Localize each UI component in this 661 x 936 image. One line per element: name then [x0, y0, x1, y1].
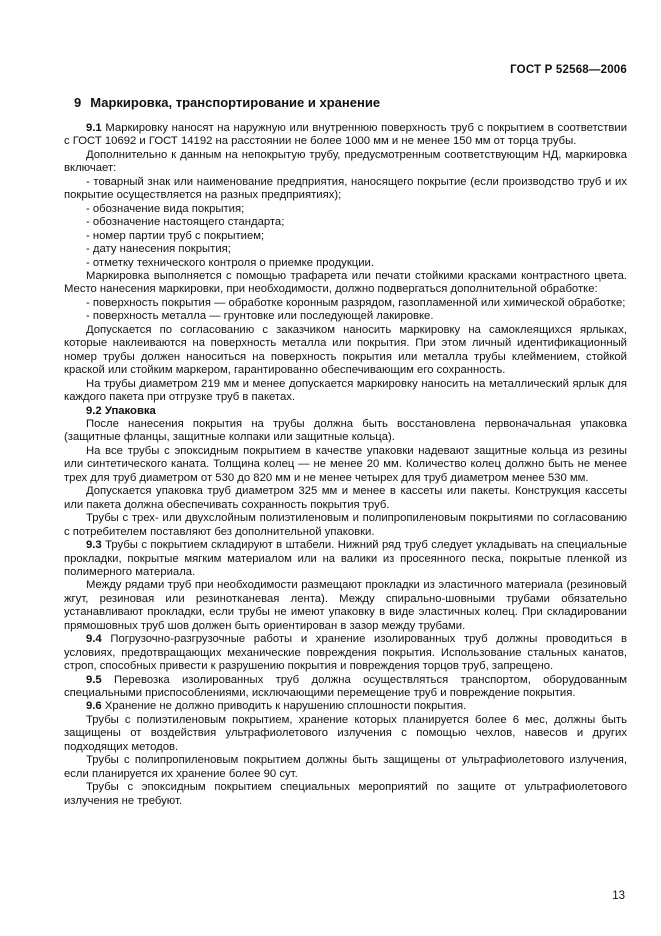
paragraph	[64, 203, 627, 216]
paragraph	[64, 324, 627, 378]
paragraph-text: Допускается упаковка труб диаметром 325 мм и менее в кассеты или пакеты. Конструкция кассеты или пакета должна обеспечивать сохранность покрытия труб.	[64, 485, 627, 511]
document-body	[64, 122, 627, 808]
paragraph	[64, 243, 627, 256]
paragraph	[64, 310, 627, 323]
clause-number: 9.5	[86, 673, 115, 686]
paragraph	[64, 176, 627, 203]
paragraph-text: Трубы с эпоксидным покрытием специальных мероприятий по защите от ультрафиолетового излучения не требуют.	[64, 781, 627, 807]
paragraph-text: Трубы с полипропиленовым покрытием должны быть защищены от ультрафиолетового излучения, если планируется их хранение более 90 сут.	[64, 754, 627, 780]
section-title-text: Маркировка, транспортирование и хранение	[90, 95, 381, 110]
paragraph-text: Перевозка изолированных труб должна осуществляться транспортом, оборудованным специальными приспособлениями, исключающими перемещение труб и повреждение покрытия.	[64, 673, 627, 700]
paragraph	[64, 512, 627, 539]
paragraph-text: На все трубы с эпоксидным покрытием в качестве упаковки надевают защитные кольца из резины или синтетического каната. Толщина колец — не менее 20 мм. Количество колец должно быть не менее трех для труб диаметром от 530 до 820 мм и не менее четырех для труб диаметром менее 530 мм.	[64, 444, 627, 484]
paragraph-text: Упаковка	[104, 404, 156, 417]
page-number: 13	[612, 890, 625, 902]
paragraph-text: Трубы с покрытием складируют в штабели. Нижний ряд труб следует укладывать на специальные прокладки, покрытые мягким материалом или на валики из просеянного песка, покрытые пленкой из полимерного материала.	[64, 539, 627, 578]
paragraph-text: - обозначение вида покрытия;	[86, 202, 245, 215]
paragraph-text: - обозначение настоящего стандарта;	[86, 216, 285, 229]
doc-number: ГОСТ Р 52568—2006	[510, 64, 627, 76]
doc-header	[64, 64, 627, 76]
clause-number: 9.1	[86, 122, 106, 134]
paragraph	[64, 418, 627, 445]
paragraph	[64, 230, 627, 243]
paragraph	[64, 122, 627, 149]
paragraph	[64, 149, 627, 176]
paragraph	[64, 257, 627, 270]
paragraph-text: - поверхность металла — грунтовке или последующей лакировке.	[86, 310, 434, 323]
paragraph-text: Маркировку наносят на наружную или внутреннюю поверхность труб с покрытием в соответствии с ГОСТ 10692 и ГОСТ 14192 на расстоянии не более 1000 мм и не менее 150 мм от торца трубы.	[64, 122, 627, 148]
paragraph-text: Дополнительно к данным на непокрытую трубу, предусмотренным соответствующим НД, маркировка включает:	[64, 148, 627, 175]
paragraph-text: На трубы диаметром 219 мм и менее допускается маркировку наносить на металлический ярлык для каждого пакета при отгрузке труб в пакетах.	[64, 377, 627, 404]
paragraph-text: - дату нанесения покрытия;	[86, 243, 231, 256]
paragraph	[64, 378, 627, 405]
paragraph-text: Погрузочно-разгрузочные работы и хранение изолированных труб должны проводиться в условиях, предотвращающих механические повреждения покрытия. Использование стальных канатов, строп, способных привести к разрушению покрытия и повреждения торцов труб, запрещено.	[64, 633, 627, 673]
paragraph	[64, 781, 627, 808]
paragraph	[64, 754, 627, 781]
clause-number: 9.2	[86, 404, 105, 417]
paragraph-text: Хранение не должно приводить к нарушению сплошности покрытия.	[104, 700, 467, 713]
paragraph-text: - отметку технического контроля о приемке продукции.	[86, 256, 375, 269]
paragraph	[64, 714, 627, 754]
paragraph-text: - поверхность покрытия — обработке коронным разрядом, газопламенной или химической обработке;	[86, 296, 626, 309]
paragraph	[64, 270, 627, 297]
paragraph-text: Между рядами труб при необходимости размещают прокладки из эластичного материала (резиновый жгут, резиновая или резинотканевая лента). Между спирально-шовными трубами обязательно устанавливают прокладки, если трубы не имеют упаковку в виде эластичных колец. При складировании прямошовных труб шов должен быть ориентирован в зазор между трубами.	[64, 579, 627, 632]
paragraph-text: Трубы с трех- или двухслойным полиэтиленовым и полипропиленовым покрытиями по согласованию с потребителем поставляют без дополнительной упаковки.	[64, 512, 627, 538]
section-number: 9	[74, 95, 82, 110]
paragraph	[64, 485, 627, 512]
paragraph	[64, 579, 627, 633]
paragraph-text: После нанесения покрытия на трубы должна быть восстановлена первоначальная упаковка (защитные фланцы, защитные колпаки или защитные кольца).	[64, 417, 627, 444]
paragraph	[64, 445, 627, 485]
paragraph	[64, 674, 627, 701]
clause-number: 9.4	[86, 633, 111, 646]
page-footer	[612, 890, 625, 902]
clause-number: 9.6	[86, 700, 105, 713]
paragraph-text: - номер партии труб с покрытием;	[86, 229, 265, 242]
paragraph	[64, 216, 627, 229]
paragraph	[64, 700, 627, 713]
paragraph-text: Допускается по согласованию с заказчиком наносить маркировку на самоклеящихся ярлыках, которые наклеиваются на поверхность металла или покрытия. При этом личный идентификационный номер трубы должен наноситься на поверхность покрытия или металла трубы клеймением, стойкой краской или стойким маркером, гарантированно обеспечивающим его сохранность.	[64, 323, 627, 377]
paragraph-text: Трубы с полиэтиленовым покрытием, хранение которых планируется более 6 мес, должны быть защищены от воздействия ультрафиолетового излучения с помощью чехлов, навесов и других подходящих методов.	[64, 713, 627, 753]
paragraph	[64, 297, 627, 310]
paragraph	[64, 405, 627, 418]
paragraph	[64, 539, 627, 579]
paragraph-text: - товарный знак или наименование предприятия, наносящего покрытие (если производство труб и их покрытие осуществляется на разных предприятиях);	[64, 175, 627, 202]
paragraph	[64, 633, 627, 673]
section-heading	[74, 95, 627, 110]
paragraph-text: Маркировка выполняется с помощью трафарета или печати стойкими красками контрастного цвета. Место нанесения маркировки, при необходимости, должно подвергаться дополнительной обработке:	[64, 269, 627, 296]
clause-number: 9.3	[86, 539, 106, 552]
